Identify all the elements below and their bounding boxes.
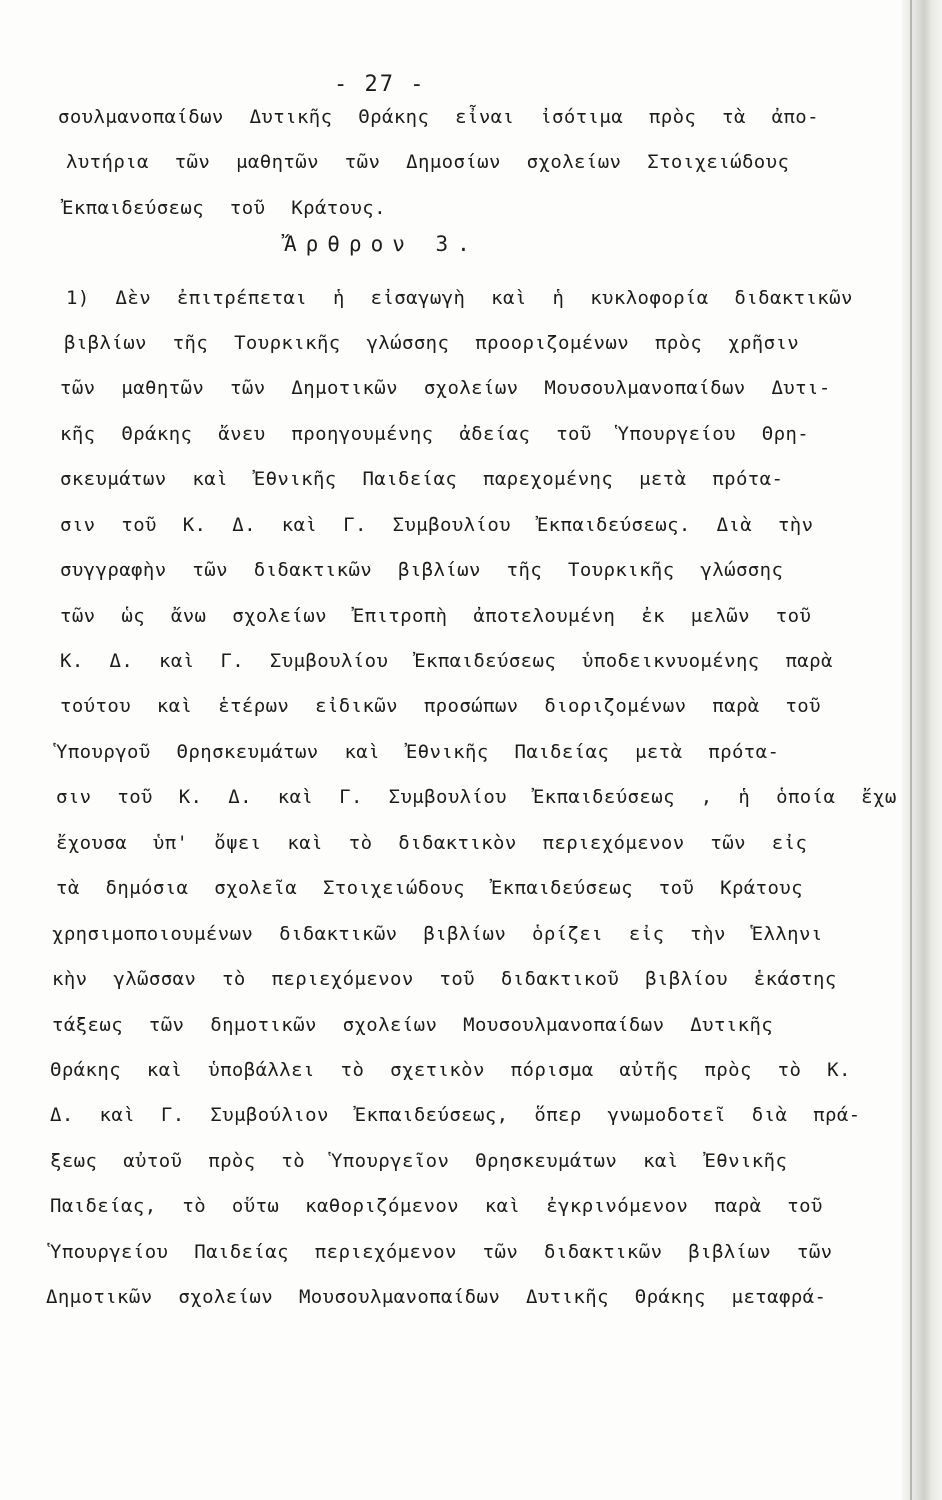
page-number: - 27 -: [334, 72, 426, 97]
text-line: κῆς Θράκης ἄνευ προηγουμένης ἀδείας τοῦ Ὑπουργείου Θρη-: [60, 423, 810, 445]
text-line: κὴν γλῶσσαν τὸ περιεχόμενον τοῦ διδακτικοῦ βιβλίου ἑκάστης: [52, 968, 837, 990]
text-line: σιν τοῦ Κ. Δ. καὶ Γ. Συμβουλίου Ἐκπαιδεύσεως. Διὰ τὴν: [60, 514, 814, 536]
text-line: Ὑπουργοῦ Θρησκευμάτων καὶ Ἐθνικῆς Παιδείας μετὰ πρότα-: [56, 741, 780, 763]
text-line: σιν τοῦ Κ. Δ. καὶ Γ. Συμβουλίου Ἐκπαιδεύσεως , ἡ ὁποία ἔχω: [56, 786, 897, 808]
text-line: Κ. Δ. καὶ Γ. Συμβουλίου Ἐκπαιδεύσεως ὑποδεικνυομένης παρὰ: [60, 650, 833, 672]
text-line: σκευμάτων καὶ Ἐθνικῆς Παιδείας παρεχομένης μετὰ πρότα-: [60, 468, 784, 490]
text-line: Ἐκπαιδεύσεως τοῦ Κράτους.: [62, 197, 386, 219]
text-line: Ὑπουργείου Παιδείας περιεχόμενον τῶν διδακτικῶν βιβλίων τῶν: [50, 1241, 833, 1263]
text-line: λυτήρια τῶν μαθητῶν τῶν Δημοσίων σχολείων Στοιχειώδους: [66, 151, 790, 173]
text-line: Παιδείας, τὸ οὕτω καθοριζόμενον καὶ ἐγκρινόμενον παρὰ τοῦ: [50, 1195, 823, 1217]
text-line: σουλμανοπαίδων Δυτικῆς Θράκης εἶναι ἰσότιμα πρὸς τὰ ἀπο-: [58, 106, 819, 128]
text-line: ἔχουσα ὑπ' ὄψει καὶ τὸ διδακτικὸν περιεχόμενον τῶν εἰς: [56, 832, 808, 854]
text-line: τῶν μαθητῶν τῶν Δημοτικῶν σχολείων Μουσουλμανοπαίδων Δυτι-: [60, 377, 831, 399]
text-line: Δημοτικῶν σχολείων Μουσουλμανοπαίδων Δυτικῆς Θράκης μεταφρά-: [46, 1286, 827, 1308]
text-line: Δ. καὶ Γ. Συμβούλιον Ἐκπαιδεύσεως, ὅπερ γνωμοδοτεῖ διὰ πρά-: [50, 1104, 861, 1126]
text-line: τάξεως τῶν δημοτικῶν σχολείων Μουσουλμανοπαίδων Δυτικῆς: [52, 1014, 774, 1036]
text-line: βιβλίων τῆς Τουρκικῆς γλώσσης προοριζομένων πρὸς χρῆσιν: [64, 332, 800, 354]
text-line: συγγραφὴν τῶν διδακτικῶν βιβλίων τῆς Τουρκικῆς γλώσσης: [60, 559, 784, 581]
binding-line: [910, 0, 912, 1500]
binding-edge: [902, 0, 942, 1500]
text-line: τῶν ὡς ἄνω σχολείων Ἐπιτροπὴ ἀποτελουμένη ἐκ μελῶν τοῦ: [60, 605, 812, 627]
text-line: Θράκης καὶ ὑποβάλλει τὸ σχετικὸν πόρισμα αὐτῆς πρὸς τὸ Κ.: [50, 1059, 851, 1081]
text-line: 1) Δὲν ἐπιτρέπεται ἡ εἰσαγωγὴ καὶ ἡ κυκλοφορία διδακτικῶν: [66, 287, 853, 309]
text-line: τούτου καὶ ἑτέρων εἰδικῶν προσώπων διοριζομένων παρὰ τοῦ: [60, 695, 821, 717]
text-line: ξεως αὐτοῦ πρὸς τὸ Ὑπουργεῖον Θρησκευμάτων καὶ Ἐθνικῆς: [50, 1150, 788, 1172]
article-heading: Ἄρθρον 3.: [284, 232, 479, 256]
text-line: τὰ δημόσια σχολεῖα Στοιχειώδους Ἐκπαιδεύσεως τοῦ Κράτους: [56, 877, 803, 899]
text-line: χρησιμοποιουμένων διδακτικῶν βιβλίων ὁρίζει εἰς τὴν Ἑλληνι: [52, 923, 823, 945]
